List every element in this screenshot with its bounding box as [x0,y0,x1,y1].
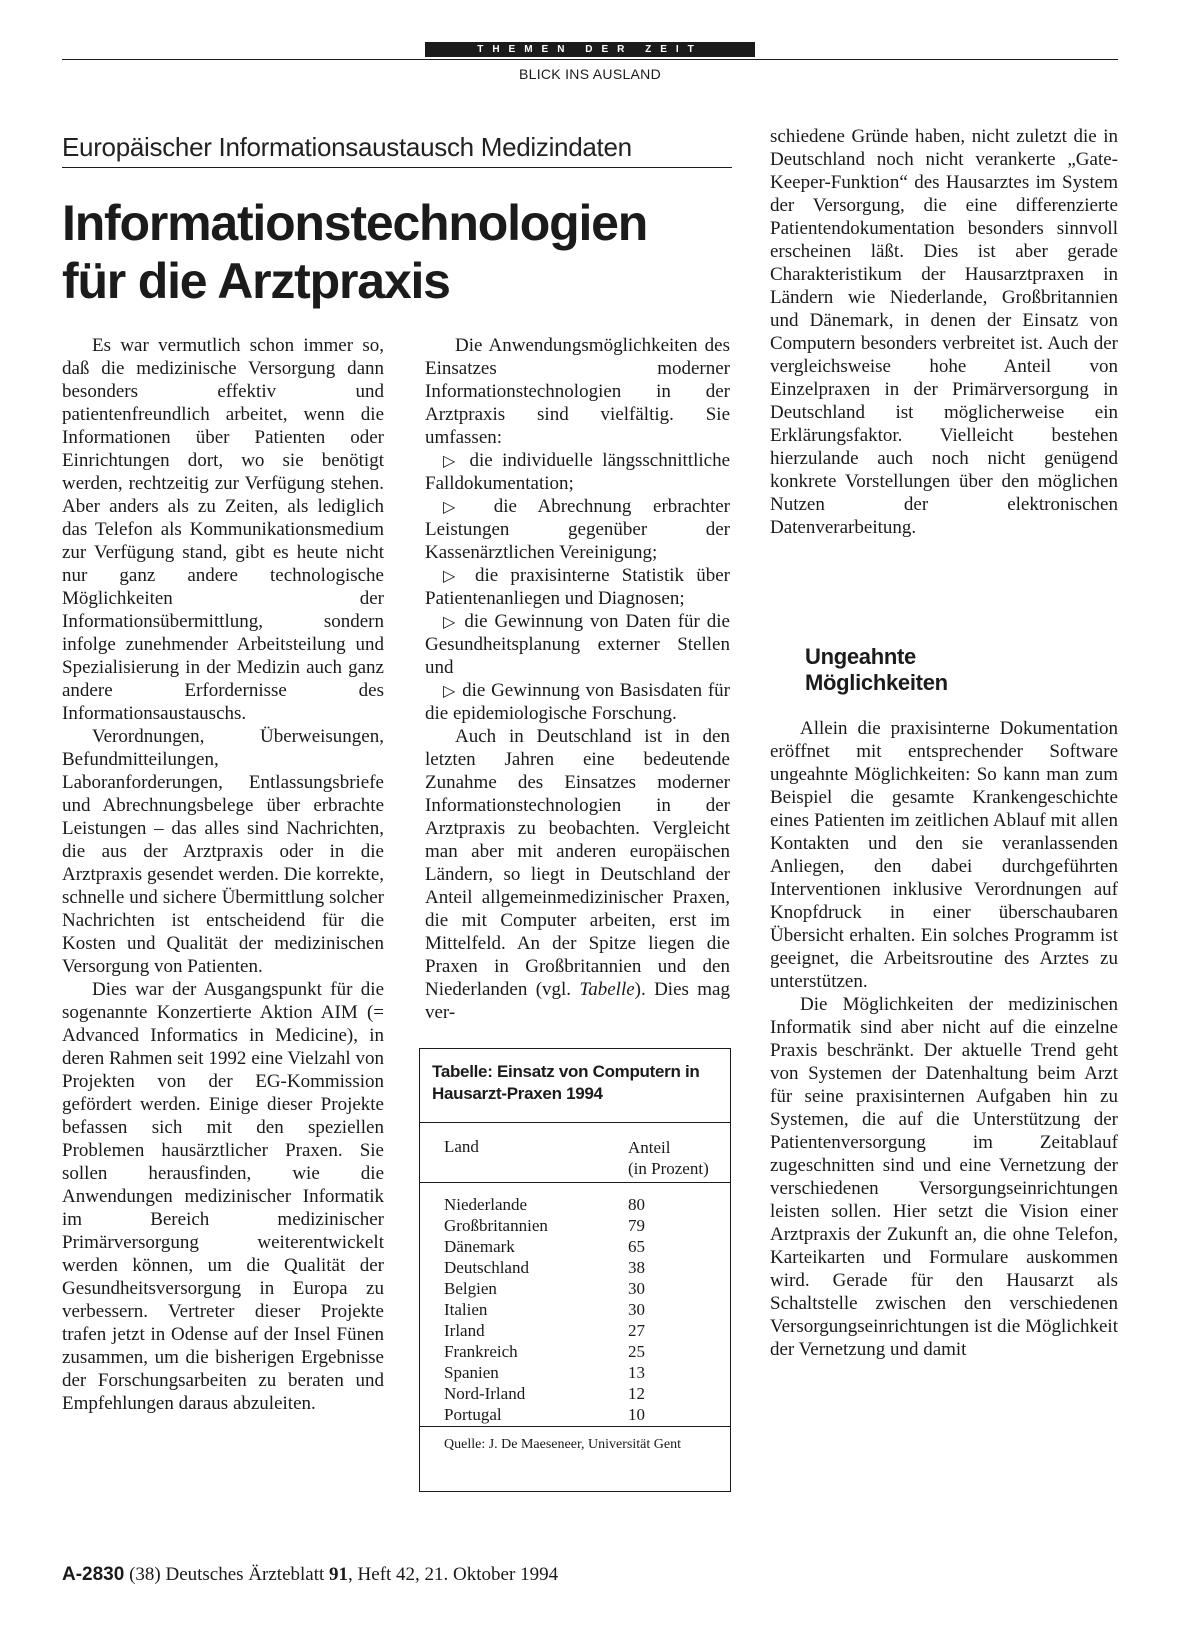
column-2 [425,334,730,1024]
page-footer [62,1564,558,1586]
column-3 [770,125,1118,539]
list-item: ▷ die Gewinnung von Basisdaten für die epidemiologische Forschung. [425,680,730,724]
table-row: Nord-Irland 12 [444,1384,645,1403]
paragraph: schiedene Gründe haben, nicht zuletzt die in Deutschland noch nicht verankerte „Gate-Keeper-Funktion“ des Hausarztes im System der Versorgung, die eine differenzierte Patientendokumentation besonders sinnvoll erscheinen läßt. Dies ist aber gerade Charakteristikum der Hausarztpraxen in Ländern wie Niederlande, Großbritannien und Dänemark, in denen der Einsatz von Computern besonders verbreitet ist. Auch der vergleichsweise hohe Anteil von Einzelpraxen in der Primärversorgung in Deutschland ist möglicherweise ein Erklärungsfaktor. Vielleicht bestehen hierzulande auch noch nicht genügend konkrete Vorstellungen über den möglichen Nutzen der elektronischen Datenverarbeitung. [770,126,1118,538]
triangle-bullet-icon: ▷ [443,497,473,516]
table-body [444,1194,724,1425]
list-item: ▷ die individuelle längsschnittliche Falldokumentation; [425,450,731,494]
journal-name: Deutsches Ärzteblatt [165,1564,325,1585]
issue-info: , Heft 42, 21. Oktober 1994 [348,1564,559,1585]
data-table [419,1048,731,1492]
page-number: (38) [129,1564,161,1585]
triangle-bullet-icon: ▷ [443,451,460,470]
table-header-land: Land [444,1137,479,1156]
header-rule [62,59,1118,60]
table-rule [420,1426,730,1427]
article-headline [62,194,742,310]
list-item: ▷ die Abrechnung erbrachter Leistungen gegenüber der Kassenärztlichen Vereinigung; [425,496,731,563]
table-row: Spanien 13 [444,1363,645,1382]
table-rule [420,1182,730,1183]
table-source: Quelle: J. De Maeseneer, Universität Gent [444,1437,681,1452]
paragraph: Es war vermutlich schon immer so, daß die medizinische Versorgung dann besonders effektiv und patientenfreundlich arbeitet, wenn die Informationen über Patienten oder Einrichtungen dort, wo sie benötigt werden, rechtzeitig zur Verfügung stehen. Aber anders als zu Zeiten, als lediglich das Telefon als Kommunikationsmedium zur Verfügung stand, gibt es heute nicht nur ganz andere technologische Möglichkeiten der Informationsübermittlung, sondern infolge zunehmender Arbeitsteilung und Spezialisierung in der Medizin auch ganz andere Erfordernisse des Informationsaustauschs. [62,335,384,724]
subsection-label: BLICK INS AUSLAND [518,66,662,82]
column-1 [62,334,384,1415]
paragraph: Dies war der Ausgangspunkt für die sogenannte Konzertierte Aktion AIM (= Advanced Informatics in Medicine), in deren Rahmen seit 1992 eine Vielzahl von Projekten von der EG-Kommission gefördert werden. Einige dieser Projekte befassen sich mit den speziellen Problemen hausärztlicher Praxen. Sie sollen herausfinden, wie die Anwendungen medizinischer Informatik im Bereich medizinischer Primärversorgung weiterentwickelt werden können, um die Qualität der Gesundheitsversorgung in Europa zu verbessern. Vertreter dieser Projekte trafen jetzt in Odense auf der Insel Fünen zusammen, um die bisherigen Ergebnisse der Forschungsarbeiten zu beraten und Empfehlungen daraus abzuleiten. [62,979,384,1414]
list-item: ▷ die praxisinterne Statistik über Patientenanliegen und Diagnosen; [425,565,731,609]
table-row: Niederlande 80 [444,1195,645,1214]
table-caption: Tabelle: Einsatz von Computern in Hausarzt-Praxen 1994 [432,1062,700,1103]
table-row: Italien 30 [444,1300,645,1319]
table-row: Großbritannien 79 [444,1216,645,1235]
table-row: Frankreich 25 [444,1342,645,1361]
table-row: Deutschland 38 [444,1258,645,1277]
table-rule [420,1122,730,1123]
subheading: Ungeahnte Möglichkeiten [805,644,948,695]
triangle-bullet-icon: ▷ [443,612,458,631]
triangle-bullet-icon: ▷ [443,681,457,700]
table-row: Dänemark 65 [444,1237,645,1256]
table-reference: Tabelle [579,979,635,1000]
paragraph: Auch in Deutschland ist in den letzten Jahren eine bedeutende Zunahme des Einsatzes moderner Informationstechnologien in der Arztpraxis zu beobachten. Vergleicht man aber mit anderen europäischen Ländern, so liegt in Deutschland der Anteil allgemeinmedizinischer Praxen, die mit Computer arbeiten, erst im Mittelfeld. An der Spitze liegen die Praxen in Großbritannien und den Niederlanden (vgl. Tabelle). Dies mag ver- [425,726,730,1023]
table-row: Irland 27 [444,1321,645,1340]
table-header-anteil: Anteil (in Prozent) [628,1138,709,1178]
list-item: ▷ die Gewinnung von Daten für die Gesundheitsplanung externer Stellen und [425,611,730,678]
volume-number: 91 [329,1564,349,1585]
article-kicker: Europäischer Informationsaustausch Medizindaten [62,132,732,168]
column-3-continued [770,717,1118,1361]
headline-line-2: für die Arztpraxis [62,253,450,309]
paragraph: Die Möglichkeiten der medizinischen Informatik sind aber nicht auf die einzelne Praxis beschränkt. Der aktuelle Trend geht von Systemen der Datenhaltung beim Arzt für seine praxisinternen Aufgaben hin zu Systemen, die auf die Unterstützung der Patientenversorgung im Zeitablauf zugeschnitten sind und eine Vernetzung der verschiedenen Versorgungseinrichtungen leisten sollen. Hier setzt die Vision einer Arztpraxis der Zukunft an, die ohne Telefon, Karteikarten und Formulare auskommen wird. Gerade für den Hausarzt als Schaltstelle zwischen den verschiedenen Versorgungseinrichtungen ist die Möglichkeit der Vernetzung und damit [770,994,1118,1360]
paragraph: Verordnungen, Überweisungen, Befundmitteilungen, Laboranforderungen, Entlassungsbriefe und Abrechnungsbelege über erbrachte Leistungen – das alles sind Nachrichten, die aus der Arztpraxis oder in die Arztpraxis gesendet werden. Die korrekte, schnelle und sichere Übermittlung solcher Nachrichten ist entscheidend für die Kosten und Qualität der medizinischen Versorgung von Patienten. [62,726,384,977]
section-banner: THEMEN DER ZEIT [425,42,755,57]
table-row: Belgien 30 [444,1279,645,1298]
headline-line-1: Informationstechnologien [62,195,648,251]
paragraph: Die Anwendungsmöglichkeiten des Einsatzes moderner Informationstechnologien in der Arztpraxis sind vielfältig. Sie umfassen: [425,335,730,448]
table-row: Portugal 10 [444,1405,645,1424]
page-code: A-2830 [62,1564,125,1585]
triangle-bullet-icon: ▷ [443,566,463,585]
paragraph: Allein die praxisinterne Dokumentation eröffnet mit entsprechender Software ungeahnte Möglichkeiten: So kann man zum Beispiel die gesamte Krankengeschichte eines Patienten im zeitlichen Ablauf mit allen Kontakten und den sie veranlassenden Anliegen, den dabei durchgeführten Interventionen inklusive Verordnungen auf Knopfdruck in einer überschaubaren Übersicht erhalten. Ein solches Programm ist geeignet, die Arbeitsroutine des Arztes zu unterstützen. [770,718,1118,992]
